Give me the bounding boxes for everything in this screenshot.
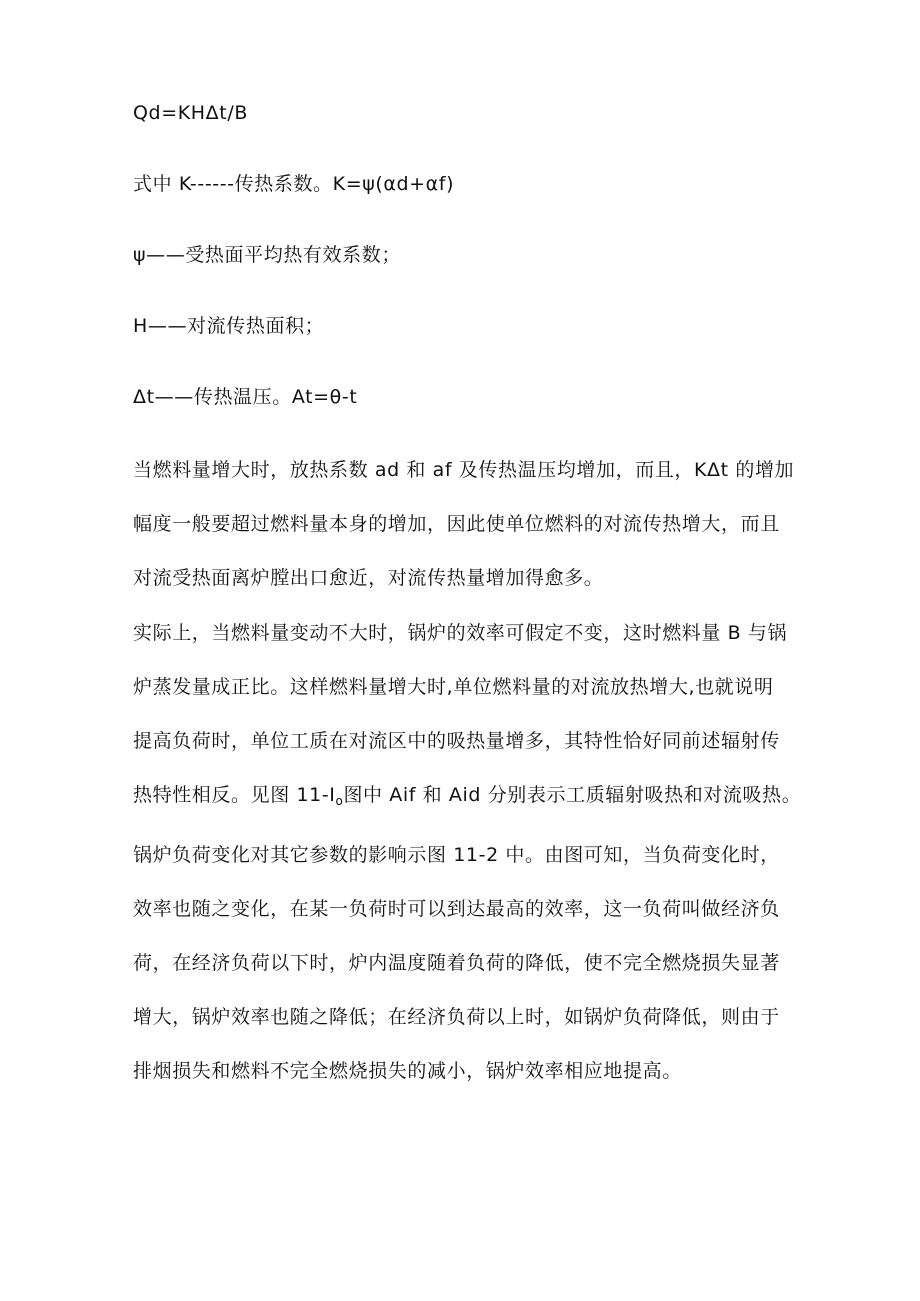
- figure-ref-subscript: o: [335, 794, 344, 808]
- paragraph-2-line: 增大，锅炉效率也随之降低；在经济负荷以上时，如锅炉负荷降低，则由于: [133, 1006, 780, 1028]
- paragraph-2-line: 锅炉负荷变化对其它参数的影响示图 11-2 中。由图可知，当负荷变化时，: [133, 844, 780, 866]
- definition-line-dt: Δt——传热温压。At=θ-t: [133, 386, 358, 408]
- formula-line: Qd=KHΔt/B: [133, 102, 248, 124]
- paragraph-2-line: 效率也随之变化，在某一负荷时可以到达最高的效率，这一负荷叫做经济负: [133, 898, 780, 920]
- figure-ref-rest: 图中 Aif 和 Aid 分别表示工质辐射吸热和对流吸热。: [343, 784, 802, 806]
- paragraph-1-line: 幅度一般要超过燃料量本身的增加，因此使单位燃料的对流传热增大，而且: [133, 513, 780, 535]
- definition-line-k: 式中 K------传热系数。K=ψ(αd+αf): [133, 173, 455, 195]
- paragraph-2-line: 荷，在经济负荷以下时，炉内温度随着负荷的降低，使不完全燃烧损失显著: [133, 952, 780, 974]
- paragraph-1-line: 当燃料量增大时，放热系数 ad 和 af 及传热温压均增加，而且，KΔt 的增加: [133, 459, 795, 481]
- paragraph-2-line: 炉蒸发量成正比。这样燃料量增大时,单位燃料量的对流放热增大,也就说明: [133, 676, 774, 698]
- paragraph-2-line: 排烟损失和燃料不完全燃烧损失的减小，锅炉效率相应地提高。: [133, 1060, 682, 1082]
- paragraph-1-line: 对流受热面离炉膛出口愈近，对流传热量增加得愈多。: [133, 567, 604, 589]
- paragraph-1: [133, 443, 794, 605]
- paragraph-2: [133, 606, 801, 1098]
- paragraph-2-line: 实际上，当燃料量变动不大时，锅炉的效率可假定不变，这时燃料量 B 与锅: [133, 622, 788, 644]
- definition-line-psi: ψ——受热面平均热有效系数；: [133, 244, 401, 266]
- paragraph-2-line: 提高负荷时，单位工质在对流区中的吸热量增多，其特性恰好同前述辐射传: [133, 730, 780, 752]
- definition-line-h: H——对流传热面积；: [133, 315, 325, 337]
- paragraph-2-line-figure-ref: [133, 768, 801, 828]
- figure-ref-text: 热特性相反。见图 11-I: [133, 784, 336, 806]
